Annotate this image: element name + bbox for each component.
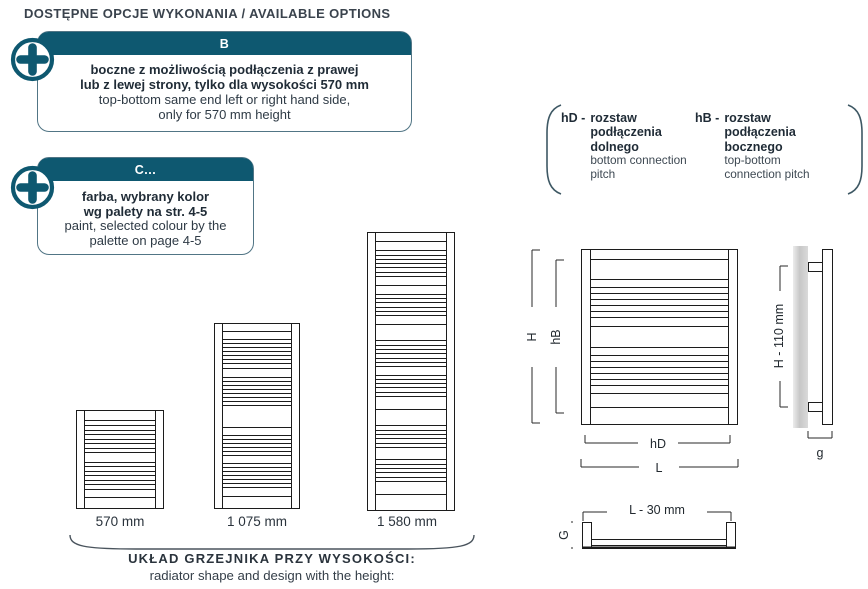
option-c-line-pl-2: wg palety na str. 4-5: [83, 203, 208, 219]
page-title: DOSTĘPNE OPCJE WYKONANIA / AVAILABLE OPTIONS: [24, 6, 391, 21]
dim-label-g-top: G: [557, 520, 571, 550]
legend-hd-en-1: bottom connection: [590, 153, 687, 168]
radiator-size-label-1580: 1 580 mm: [376, 514, 438, 529]
option-box-b: [37, 31, 412, 132]
option-c-line-pl-1: farba, wybrany kolor: [81, 189, 210, 204]
option-b-line-en-1: top-bottom same end left or right hand side,: [98, 92, 351, 107]
caption: [62, 551, 482, 583]
legend-hd-en-2: pitch: [590, 167, 616, 182]
dim-label-h110: H - 110 mm: [772, 291, 786, 381]
option-body-c: [38, 181, 253, 248]
radiator-drawing-1075: [214, 323, 300, 509]
legend-hb-en-1: top-bottom: [724, 153, 781, 168]
option-body-b: [38, 55, 411, 122]
legend-hd-pl-1: rozstaw: [590, 111, 637, 125]
option-box-c: [37, 157, 254, 255]
legend-hd-pl-2: podłączenia: [590, 125, 662, 140]
option-header-b: B: [38, 32, 411, 55]
option-b-line-pl-2: lub z lewej strony, tylko dla wysokości 570 mm: [80, 77, 369, 92]
legend-item-hd: [561, 111, 687, 182]
legend-hb-en-2: connection pitch: [724, 167, 810, 182]
caption-pl: UKŁAD GRZEJNIKA PRZY WYSOKOŚCI:: [128, 551, 416, 566]
caption-en: radiator shape and design with the height:: [149, 568, 395, 583]
radiator-drawing-1580: [367, 232, 455, 511]
underbrace-icon: [66, 533, 478, 553]
dim-label-hb: hB: [549, 307, 563, 367]
radiator-drawing-570: [76, 410, 164, 509]
legend-hb-pl-2: podłączenia: [724, 125, 796, 140]
option-c-line-en-1: paint, selected colour by the: [64, 218, 227, 234]
legend-hb-pl-1: rozstaw: [724, 111, 771, 125]
option-c-line-en-2: palette on page 4-5: [89, 232, 202, 248]
option-b-line-pl-1: boczne z możliwością podłączenia z prawej: [90, 62, 359, 77]
legend-hd-pl-3: dolnego: [590, 139, 639, 154]
legend-bracket-right-icon: [845, 103, 865, 196]
legend-hb-pl-3: bocznego: [724, 139, 783, 154]
plus-icon: [10, 165, 55, 210]
option-b-line-en-2: only for 570 mm height: [158, 107, 291, 122]
radiator-size-label-1075: 1 075 mm: [226, 514, 288, 529]
legend-symbol-hd: hD -: [561, 111, 586, 125]
radiator-size-label-570: 570 mm: [95, 514, 145, 529]
dim-label-h: H: [525, 307, 539, 367]
option-header-c: C...: [38, 158, 253, 181]
dim-label-g: g: [810, 446, 830, 460]
dim-label-l: L: [639, 461, 679, 475]
legend-symbol-hb: hB -: [695, 111, 720, 125]
plus-icon: [10, 37, 55, 82]
dim-label-hd: hD: [638, 437, 678, 451]
legend-item-hb: [695, 111, 810, 182]
dim-label-l30: L - 30 mm: [607, 503, 707, 517]
